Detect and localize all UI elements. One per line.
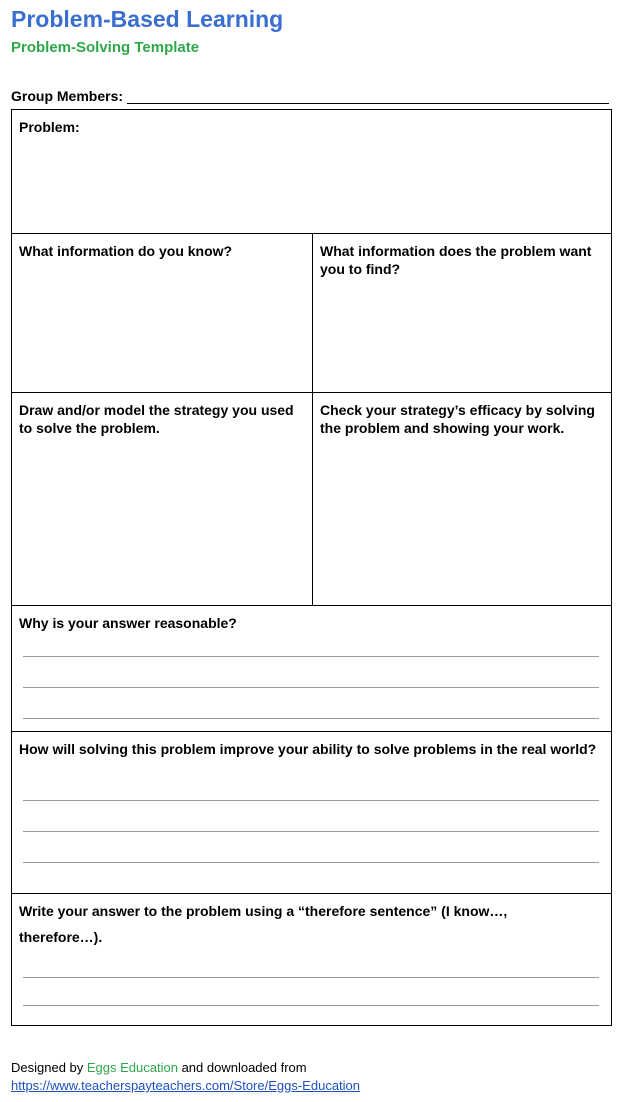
writing-line[interactable] — [23, 977, 599, 978]
writing-line[interactable] — [23, 862, 599, 863]
know-label: What information do you know? — [19, 243, 233, 259]
know-box[interactable] — [12, 234, 312, 392]
check-label: Check your strategy’s efficacy by solving the problem and showing your work. — [320, 402, 595, 436]
strategy-label: Draw and/or model the strategy you used to solve the problem. — [19, 402, 294, 436]
footer — [11, 1059, 360, 1095]
therefore-label-line-1: Write your answer to the problem using a “therefore sentence” (I know…, — [19, 903, 508, 919]
writing-line[interactable] — [23, 1005, 599, 1006]
problem-label: Problem: — [19, 119, 80, 135]
improve-box — [12, 732, 611, 893]
footer-prefix: Designed by — [11, 1060, 87, 1075]
writing-line[interactable] — [23, 718, 599, 719]
reasonable-label: Why is your answer reasonable? — [19, 615, 237, 631]
writing-line[interactable] — [23, 800, 599, 801]
writing-line[interactable] — [23, 687, 599, 688]
check-box[interactable] — [313, 393, 611, 605]
therefore-box — [12, 894, 611, 1025]
find-box[interactable] — [313, 234, 611, 392]
problem-box[interactable] — [12, 110, 611, 233]
strategy-box[interactable] — [12, 393, 312, 605]
footer-credit — [11, 1059, 360, 1077]
writing-line[interactable] — [23, 831, 599, 832]
group-members-label: Group Members: — [11, 88, 124, 104]
find-label: What information does the problem want you to find? — [320, 243, 592, 277]
column-divider — [312, 233, 313, 605]
template-sheet — [11, 109, 612, 1026]
footer-brand[interactable]: Eggs Education — [86, 1060, 178, 1075]
page-subtitle: Problem-Solving Template — [11, 39, 200, 56]
reasonable-box — [12, 606, 611, 731]
group-members-line[interactable] — [127, 89, 609, 104]
therefore-label — [19, 898, 603, 950]
footer-middle: and downloaded from — [177, 1060, 307, 1075]
group-members-row — [11, 88, 609, 104]
writing-line[interactable] — [23, 656, 599, 657]
improve-label: How will solving this problem improve your ability to solve problems in the real world? — [19, 741, 597, 757]
footer-store-link[interactable]: https://www.teacherspayteachers.com/Store/Eggs-Education — [11, 1078, 361, 1093]
page-title: Problem-Based Learning — [11, 6, 284, 32]
therefore-label-line-2: therefore…). — [19, 929, 103, 945]
